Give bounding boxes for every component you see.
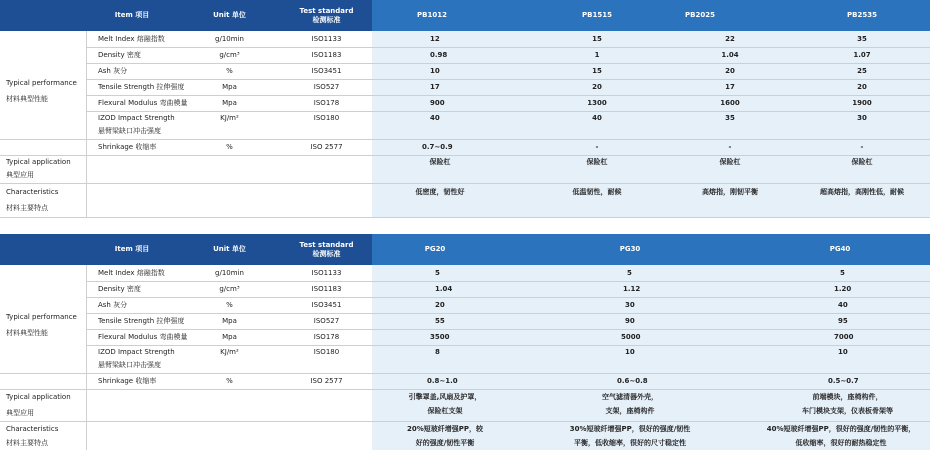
value-cell: 15	[592, 67, 602, 75]
group-typical-application: Typical application 典型应用	[6, 158, 71, 179]
table-body	[0, 31, 930, 218]
property-name: Ash 灰分	[98, 301, 128, 309]
application-cell: 保险杠	[719, 158, 741, 166]
value-cell: 8	[435, 348, 440, 356]
value-cell: 25	[857, 67, 867, 75]
property-unit: KJ/m²	[220, 348, 239, 356]
table-header	[0, 234, 930, 265]
property-unit: Mpa	[222, 317, 237, 325]
characteristics-cell: 40%短玻纤增强PP，很好的强度/韧性的平衡， 低收缩率，很好的耐热稳定性	[766, 425, 916, 447]
value-cell: 0.5~0.7	[828, 377, 859, 385]
group-characteristics: Characteristics 材料主要特点	[6, 424, 59, 447]
value-cell: 10	[838, 348, 848, 356]
property-standard: ISO3451	[311, 67, 342, 75]
property-name: IZOD Impact Strength 悬臂梁缺口冲击强度	[98, 114, 175, 135]
property-name: IZOD Impact Strength 悬臂梁缺口冲击强度	[98, 348, 175, 369]
value-cell: 95	[838, 317, 848, 325]
property-name: Flexural Modulus 弯曲模量	[98, 99, 188, 107]
property-name: Melt Index 熔融指数	[98, 269, 165, 277]
header-standard: Test standard 检测标准	[299, 6, 354, 24]
property-unit: KJ/m²	[220, 114, 239, 122]
property-unit: g/cm³	[219, 285, 240, 293]
property-unit: %	[226, 377, 233, 385]
property-standard: ISO180	[313, 114, 340, 122]
property-unit: Mpa	[222, 333, 237, 341]
value-cell: 40	[838, 301, 848, 309]
value-cell: 0.8~1.0	[427, 377, 458, 385]
product-header: PG40	[829, 245, 851, 253]
table-header	[0, 0, 930, 31]
value-cell: 10	[430, 67, 440, 75]
value-cell: 5	[627, 269, 632, 277]
product-header: PB1515	[582, 11, 612, 19]
value-cell: 17	[725, 83, 735, 91]
value-cell: 1.04	[721, 51, 739, 59]
value-cell: 90	[625, 317, 635, 325]
property-name: Tensile Strength 拉伸强度	[98, 83, 185, 91]
application-cell: 保险杠	[851, 158, 873, 166]
characteristics-cell: 高熔指，刚韧平衡	[702, 188, 758, 196]
property-name: Density 密度	[98, 51, 141, 59]
property-standard: ISO1183	[311, 285, 342, 293]
group-typical-performance: Typical performance 材料典型性能	[6, 313, 77, 337]
property-standard: ISO 2577	[310, 377, 343, 385]
value-cell: 5000	[621, 333, 641, 341]
application-cell: 空气滤清器外壳， 支架，座椅构件	[602, 393, 658, 415]
property-unit: %	[226, 301, 233, 309]
property-unit: Mpa	[222, 83, 237, 91]
property-name: Flexural Modulus 弯曲模量	[98, 333, 188, 341]
header-item: Item 项目	[114, 11, 150, 19]
value-cell: 20	[725, 67, 735, 75]
property-unit: %	[226, 67, 233, 75]
value-cell: 5	[435, 269, 440, 277]
property-standard: ISO178	[313, 99, 340, 107]
value-cell: -	[860, 143, 864, 151]
value-cell: 1	[594, 51, 600, 59]
product-header: PB2535	[847, 11, 877, 19]
table-body	[0, 265, 930, 450]
value-cell: 22	[725, 35, 735, 43]
application-cell: 保险杠	[429, 158, 451, 166]
characteristics-cell: 20%短玻纤增强PP，较 好的强度/韧性平衡	[406, 425, 483, 447]
value-cell: -	[728, 143, 732, 151]
product-header: PG20	[424, 245, 446, 253]
value-cell: 40	[430, 114, 440, 122]
value-cell: 3500	[430, 333, 450, 341]
property-name: Shrinkage 收缩率	[98, 143, 157, 151]
property-name: Shrinkage 收缩率	[98, 377, 157, 385]
value-cell: 0.6~0.8	[617, 377, 648, 385]
value-cell: 35	[725, 114, 735, 122]
property-name: Tensile Strength 拉伸强度	[98, 317, 185, 325]
characteristics-cell: 低温韧性，耐候	[572, 188, 622, 196]
property-standard: ISO1133	[311, 269, 342, 277]
property-standard: ISO1183	[311, 51, 342, 59]
product-header: PB1012	[417, 11, 447, 19]
value-cell: 900	[430, 99, 445, 107]
value-cell: 20	[857, 83, 867, 91]
characteristics-cell: 超高熔指，高刚性低，耐候	[820, 188, 904, 196]
value-cell: 1300	[587, 99, 607, 107]
header-unit: Unit 单位	[213, 11, 246, 19]
group-typical-performance: Typical performance 材料典型性能	[6, 79, 77, 103]
value-cell: 1900	[852, 99, 872, 107]
application-cell: 引擎罩盖,风扇及护罩， 保险杠支架	[408, 393, 482, 415]
product-header: PG30	[619, 245, 641, 253]
property-standard: ISO527	[313, 317, 340, 325]
application-cell: 保险杠	[586, 158, 608, 166]
property-standard: ISO3451	[311, 301, 342, 309]
property-unit: g/10min	[215, 35, 244, 43]
characteristics-cell: 低密度，韧性好	[415, 188, 465, 196]
value-cell: 30	[625, 301, 635, 309]
property-standard: ISO178	[313, 333, 340, 341]
value-cell: 20	[592, 83, 602, 91]
value-cell: 1.04	[435, 285, 453, 293]
value-cell: 0.7~0.9	[422, 143, 453, 151]
value-cell: 20	[435, 301, 445, 309]
group-characteristics: Characteristics 材料主要特点	[6, 188, 59, 212]
property-unit: g/cm³	[219, 51, 240, 59]
property-unit: Mpa	[222, 99, 237, 107]
header-unit: Unit 单位	[213, 245, 246, 253]
value-cell: 40	[592, 114, 602, 122]
value-cell: 1.07	[853, 51, 871, 59]
value-cell: 1600	[720, 99, 740, 107]
property-standard: ISO 2577	[310, 143, 343, 151]
value-cell: 5	[840, 269, 845, 277]
property-standard: ISO527	[313, 83, 340, 91]
spec-table-pg	[0, 234, 930, 450]
value-cell: 35	[857, 35, 867, 43]
value-cell: 12	[430, 35, 440, 43]
application-cell: 前端模块，座椅构件， 车门模块支架，仪表板骨架等	[802, 393, 893, 415]
value-cell: 1.20	[834, 285, 852, 293]
value-cell: 17	[430, 83, 440, 91]
product-header: PB2025	[685, 11, 715, 19]
property-standard: ISO180	[313, 348, 340, 356]
header-standard: Test standard 检测标准	[299, 240, 354, 258]
group-typical-application: Typical application 典型应用	[6, 393, 71, 417]
value-cell: 30	[857, 114, 867, 122]
value-cell: 7000	[834, 333, 854, 341]
property-standard: ISO1133	[311, 35, 342, 43]
property-unit: %	[226, 143, 233, 151]
header-item: Item 项目	[114, 245, 150, 253]
property-name: Ash 灰分	[98, 67, 128, 75]
value-cell: 55	[435, 317, 445, 325]
characteristics-cell: 30%短玻纤增强PP，很好的强度/韧性 平衡，低收缩率，很好的尺寸稳定性	[569, 425, 691, 447]
value-cell: 0.98	[430, 51, 448, 59]
value-cell: -	[595, 143, 599, 151]
value-cell: 10	[625, 348, 635, 356]
property-unit: g/10min	[215, 269, 244, 277]
property-name: Density 密度	[98, 285, 141, 293]
spec-table-pb	[0, 0, 930, 218]
value-cell: 1.12	[623, 285, 641, 293]
property-name: Melt Index 熔融指数	[98, 35, 165, 43]
value-cell: 15	[592, 35, 602, 43]
